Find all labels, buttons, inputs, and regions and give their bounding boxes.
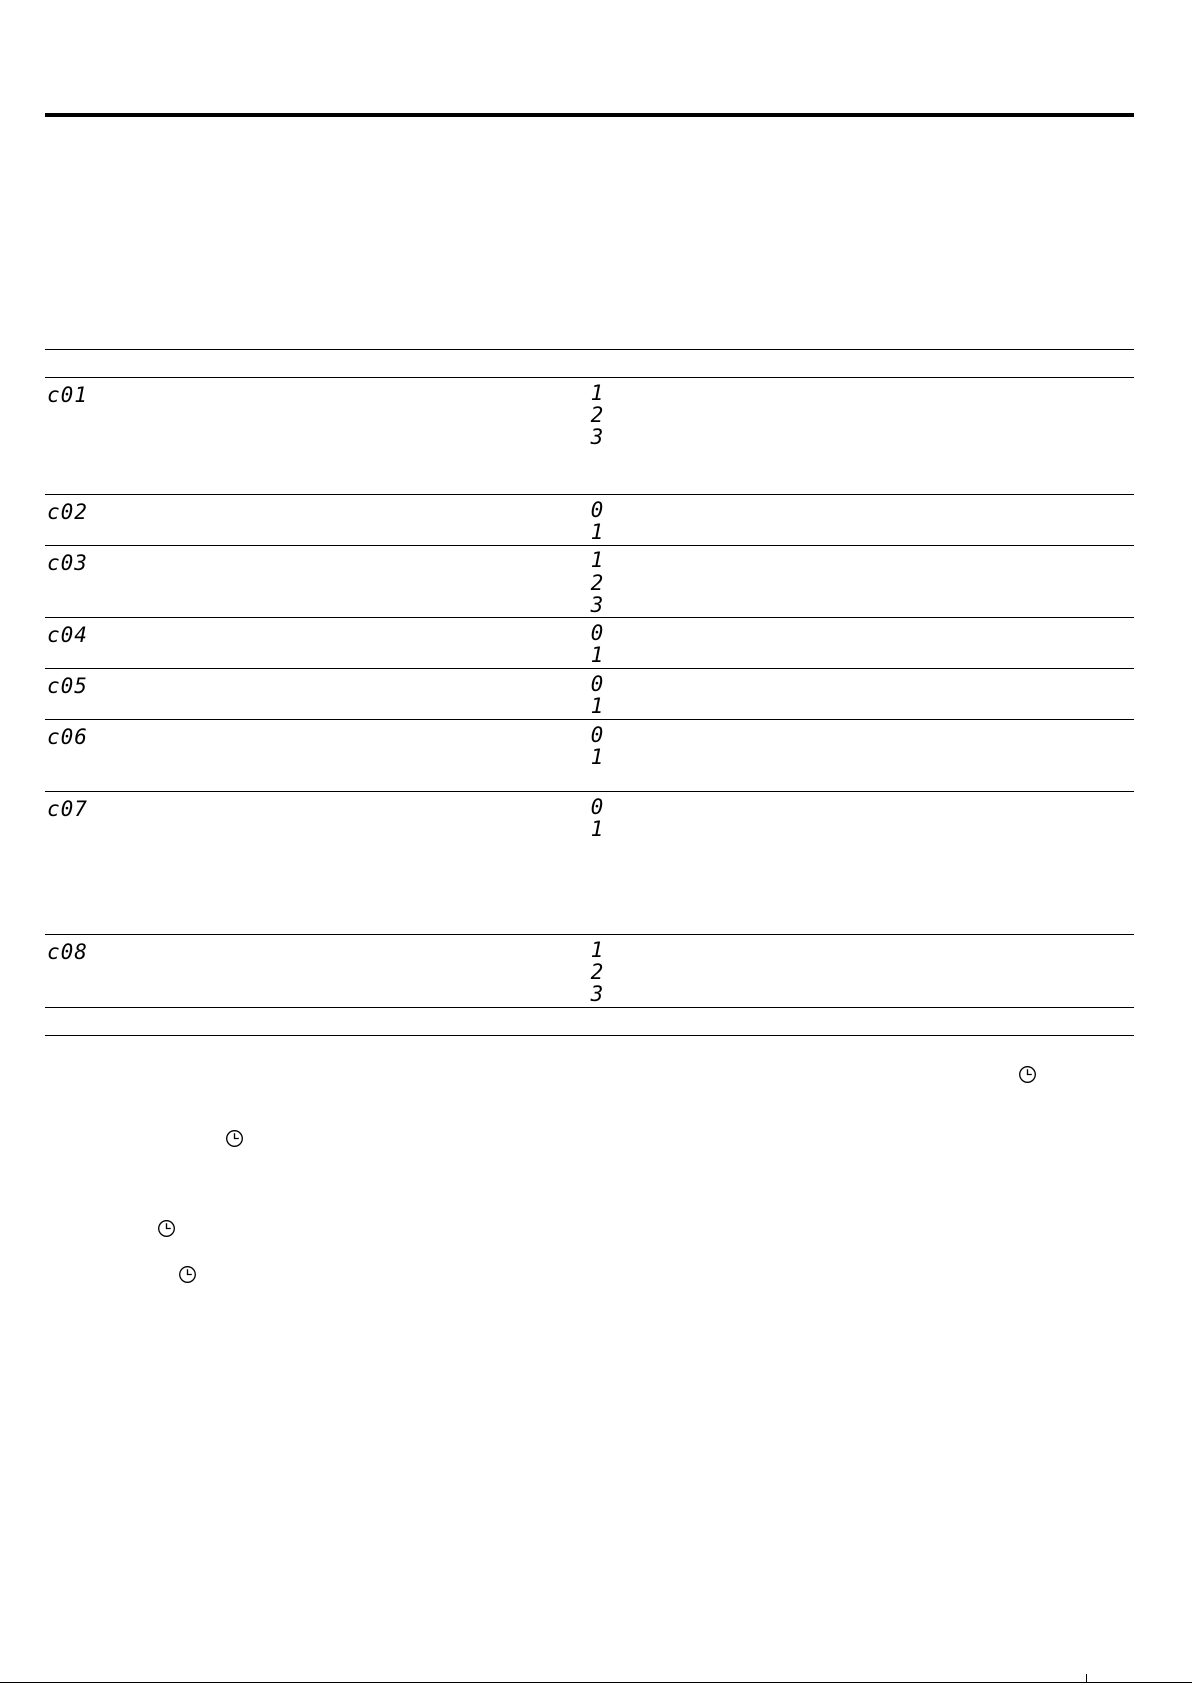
row-divider [45,545,1134,546]
setting-value: 2 [590,960,604,984]
setting-code: c06 [47,725,88,749]
clock-icon [225,1129,244,1148]
setting-value: 1 [590,938,604,962]
row-divider [45,719,1134,720]
setting-value: 3 [590,425,604,449]
row-divider [45,494,1134,495]
setting-code: c05 [47,674,88,698]
page-footer-separator [1086,1674,1087,1682]
setting-code: c08 [47,940,88,964]
setting-value: 1 [590,745,604,769]
setting-value: 0 [590,723,604,747]
setting-value: 0 [590,672,604,696]
setting-value: 1 [590,643,604,667]
page-footer-rule [0,1682,1192,1683]
row-divider [45,668,1134,669]
table-header-bottom-rule [45,377,1134,378]
row-divider [45,1007,1134,1008]
table-header-top-rule [45,349,1134,350]
setting-value: 3 [590,593,604,617]
setting-value: 1 [590,548,604,572]
table-bottom-rule [45,1035,1134,1036]
setting-value: 2 [590,571,604,595]
setting-value: 3 [590,982,604,1006]
clock-icon [157,1219,176,1238]
setting-value: 0 [590,498,604,522]
setting-value: 2 [590,403,604,427]
setting-code: c02 [47,500,88,524]
setting-code: c04 [47,623,88,647]
row-divider [45,791,1134,792]
page-header-rule [45,113,1134,117]
setting-code: c01 [47,383,88,407]
setting-value: 0 [590,795,604,819]
setting-code: c03 [47,551,88,575]
row-divider [45,934,1134,935]
row-divider [45,617,1134,618]
setting-value: 1 [590,817,604,841]
setting-code: c07 [47,797,88,821]
setting-value: 1 [590,520,604,544]
clock-icon [178,1265,197,1284]
setting-value: 0 [590,621,604,645]
setting-value: 1 [590,381,604,405]
setting-value: 1 [590,694,604,718]
clock-icon [1018,1065,1037,1084]
